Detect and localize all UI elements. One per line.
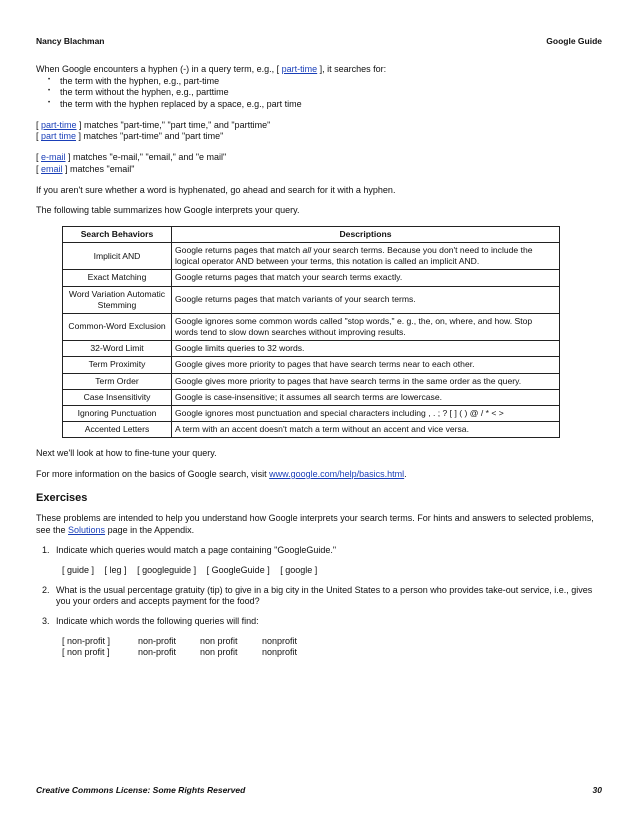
- table-row: [63, 270, 560, 286]
- behavior-cell: Implicit AND: [63, 243, 172, 270]
- behavior-cell: Word Variation Automatic Stemming: [63, 286, 172, 313]
- link-part-time-example[interactable]: part-time: [41, 119, 77, 130]
- q3-grid: [ non-profit ] non-profit non profit nonprofit [ non profit ] non-profit non profit nonprofit: [62, 635, 298, 658]
- page-header: [36, 36, 602, 47]
- page-footer: [36, 785, 602, 796]
- description-cell: Google gives more priority to pages that have search terms near to each other.: [172, 357, 560, 373]
- behavior-cell: Exact Matching: [63, 270, 172, 286]
- link-part-time-space-example[interactable]: part time: [41, 131, 77, 142]
- table-row: [63, 405, 560, 421]
- behavior-cell: Term Order: [63, 373, 172, 389]
- link-solutions[interactable]: Solutions: [68, 524, 106, 535]
- author-name: Nancy Blachman: [36, 36, 105, 46]
- hyphen-bullets: [36, 76, 608, 111]
- exercise-item: 1. Indicate which queries would match a page containing "GoogleGuide." [ guide ] [ leg ] [ googleguide ] [ GoogleGuide ] [ google ]: [52, 545, 608, 576]
- paragraph-hyphen: If you aren't sure whether a word is hyphenated, go ahead and search for it with a hyphen.: [36, 184, 396, 195]
- page-content: [36, 64, 608, 667]
- part-time-examples: [ part-time ] matches "part-time," "part time," and "parttime" [ part time ] matches "part-time" and "part time": [36, 119, 271, 142]
- behavior-cell: Ignoring Punctuation: [63, 405, 172, 421]
- link-basics[interactable]: www.google.com/help/basics.html: [269, 468, 405, 479]
- behavior-cell: Case Insensitivity: [63, 389, 172, 405]
- behavior-cell: Accented Letters: [63, 422, 172, 438]
- list-item: • the term with the hyphen, e.g., part-time: [48, 76, 608, 88]
- description-cell: Google returns pages that match variants of your search terms.: [172, 286, 560, 313]
- link-email-example[interactable]: email: [41, 163, 63, 174]
- table-row: [63, 373, 560, 389]
- q1-options: [ guide ] [ leg ] [ googleguide ] [ GoogleGuide ] [ google ]: [62, 565, 318, 576]
- behavior-cell: Term Proximity: [63, 357, 172, 373]
- link-e-mail-example[interactable]: e-mail: [41, 152, 66, 163]
- email-examples: [ e-mail ] matches "e-mail," "email," and "e mail" [ email ] matches "email": [36, 152, 227, 174]
- exercises-heading: Exercises: [36, 491, 88, 504]
- description-cell: Google is case-insensitive; it assumes all search terms are lowercase.: [172, 389, 560, 405]
- description-cell: Google gives more priority to pages that have search terms in the same order as the query.: [172, 373, 560, 389]
- hyphen-intro: When Google encounters a hyphen (-) in a query term, e.g., [ part-time ], it searches for: • the term with the hyphen, e.g., part-time • the term without the hyphen, e.g., parttime • the term with the hyphen replaced by a space, e.g., part time: [36, 64, 608, 111]
- description-cell: A term with an accent doesn't match a term without an accent and vice versa.: [172, 422, 560, 438]
- guide-title: Google Guide: [546, 36, 602, 46]
- search-behaviors-table: [62, 226, 560, 438]
- list-item: • the term without the hyphen, e.g., parttime: [48, 87, 608, 99]
- exercise-item: 3. Indicate which words the following queries will find: [ non-profit ] non-profit non profit nonprofit [ non profit ] non-profit non profit nonprofit: [52, 616, 608, 659]
- behavior-cell: 32-Word Limit: [63, 341, 172, 357]
- paragraph-table-intro: The following table summarizes how Google interprets your query.: [36, 205, 300, 216]
- description-cell: Google limits queries to 32 words.: [172, 341, 560, 357]
- table-row: [63, 357, 560, 373]
- behavior-cell: Common-Word Exclusion: [63, 313, 172, 340]
- table-row: [63, 243, 560, 270]
- exercise-item: 2. What is the usual percentage gratuity (tip) to give in a big city in the United States to a person who provides take-out service, i.e., gives you your orders and accepts payment for the food?: [52, 585, 608, 608]
- table-row: [63, 422, 560, 438]
- table-header: Descriptions: [172, 226, 560, 242]
- description-cell: Google returns pages that match all your search terms. Because you don't need to include the logical operator AND between your terms, this notation is called an implicit AND.: [172, 243, 560, 270]
- paragraph-more-info: For more information on the basics of Google search, visit www.google.com/help/basics.html.: [36, 468, 407, 479]
- paragraph-next: Next we'll look at how to fine-tune your query.: [36, 448, 217, 459]
- description-cell: Google ignores some common words called "stop words," e. g., the, on, where, and how. Stop words tend to slow down searches without improving results.: [172, 313, 560, 340]
- page-number: 30: [592, 785, 602, 795]
- table-row: [63, 313, 560, 340]
- table-header: Search Behaviors: [63, 226, 172, 242]
- table-row: [63, 286, 560, 313]
- table-row: [63, 389, 560, 405]
- exercise-list: [36, 545, 608, 659]
- list-item: • the term with the hyphen replaced by a space, e.g., part time: [48, 99, 608, 111]
- license-text: Creative Commons License: Some Rights Reserved: [36, 785, 246, 795]
- description-cell: Google returns pages that match your search terms exactly.: [172, 270, 560, 286]
- table-row: [63, 341, 560, 357]
- description-cell: Google ignores most punctuation and special characters including , . ; ? [ ] ( ) @ / * < >: [172, 405, 560, 421]
- link-part-time[interactable]: part-time: [281, 64, 318, 74]
- exercises-intro: These problems are intended to help you understand how Google interprets your search terms. For hints and answers to selected problems, see the Solutions page in the Appendix.: [36, 512, 594, 535]
